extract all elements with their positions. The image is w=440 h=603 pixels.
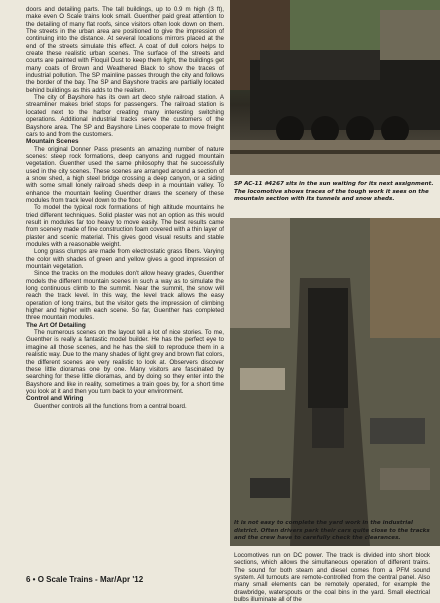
heading-mountain-scenes: Mountain Scenes [26,138,79,146]
right-column-text [234,552,430,603]
heading-control-wiring: Control and Wiring [26,395,84,403]
caption-bottom: It is not easy to complete the yard work in the industrial district. Often drivers park their cars quite close to the tracks and the crew have to carefully check the clearances. [234,520,430,542]
industrial-yard-illustration [230,218,440,546]
paragraph-mountain-3: Long grass clumps are made from electrostatic grass fibers. Varying the color with shades of green and yellow gives a good impression of mountain vegetation. [26,248,224,271]
paragraph-art-1: The numerous scenes on the layout tell a lot of nice stories. To me, Guenther is really a fantastic model builder. He has the perfect eye to imagine all those scenes, and he has the skill to reproduce them in a realistic way. Due to the many shades of light grey and brown flat colors, the different scenes are very realistic to look at. Observers discover these little dioramas one by one. Many visitors are fascinated by searching for these little dioramas, and by doing so they enter into the Bayshore and like in reality, sometimes a train goes by, for a short time you look at it and then you turn back to your environment. [26,329,224,395]
paragraph-bayshore: The city of Bayshore has its own art deco style railroad station. A streamliner makes brief stops for passengers. The railroad station is located next to the harbor creating many interesting switching operations. Additional industrial tracks serve the customers of the Bayshore area. The SP and Bayshore Lines cooperate to move freight cars to and from the customers. [26,94,224,138]
paragraph-mountain-2: To model the typical rock formations of high altitude mountains he tried different techniques. Solid plaster was not an option as this would result in modules far too heavy to move easily. The best results came from scenery made of fine construction foam covered with a thin layer of plaster and scenic material. This gives good visual results and stable modules with a reasonable weight. [26,204,224,248]
heading-art-of-detailing: The Art Of Detailing [26,321,86,329]
page-footer: 6 • O Scale Trains - Mar/Apr '12 [26,575,144,584]
steam-locomotive-illustration [230,0,440,175]
paragraph-mountain-4: Since the tracks on the modules don't allow heavy grades, Guenther models the different mountain scenes in such a way as to simulate the long continuous climb to the summit. Near the summit, the snow will reach the track level. In this way, the level track allows the easy operation of long trains, but the visitor gets the impression of climbing higher and higher with each scene. So far, Guenther has completed three mountain modules. [26,270,224,322]
left-column [26,6,224,410]
photo-industrial-yard [230,218,440,546]
paragraph-right: Locomotives run on DC power. The track is divided into short block sections, which allows the simultaneous operation of different trains. The sound for both steam and diesel comes from a PFM sound system. All turnouts are remote-controlled from the central panel. Also many small elements can be remotely operated, for example the drawbridge, waterspouts or the coal bins in the yard. Small electrical bulbs illuminate all of the [234,552,430,603]
caption-top: SP AC-11 #4267 sits in the sun waiting for its next assignment. The locomotive shows traces of the tough work it sees on the mountain section with its tunnels and snow sheds. [234,181,434,203]
photo-steam-locomotive [230,0,440,175]
paragraph-intro: doors and detailing parts. The tall buildings, up to 0.9 m high (3 ft), make even O Scale trains look small. Guenther paid great attention to the detailing of many flat roofs, since visitors often look down on them. The streets in the urban area are positioned to give the impression of continuing into the distance. At several locations mirrors placed at the end of the streets simulate this effect. A coat of dull colors helps to create these realistic urban scenes. The surface of the streets and courts are painted with Floquil Dust to keep them light, the buildings get many coats of Brown and Weathered Black to show the traces of industrial pollution. The SP mainline passes through the city and follows the border of the bay. The SP and Bayshore tracks are partially located behind buildings as this adds to the realism. [26,6,224,94]
paragraph-mountain-1: The original Donner Pass presents an amazing number of nature scenes: steep rock formations, deep canyons and rugged mountain vegetation. Guenther used the same philosophy that he successfully used in the city scenes. These scenes are arranged around a section of a snow shed, a high steel bridge crossing a deep canyon, or a siding with some small lonely railroad sheds deep in a mountain valley. To enhance the mountain feeling Guenther draws the scenery of these modules from track level down to the floor. [26,145,224,204]
paragraph-control-1: Guenther controls all the functions from a central board. [34,402,187,410]
